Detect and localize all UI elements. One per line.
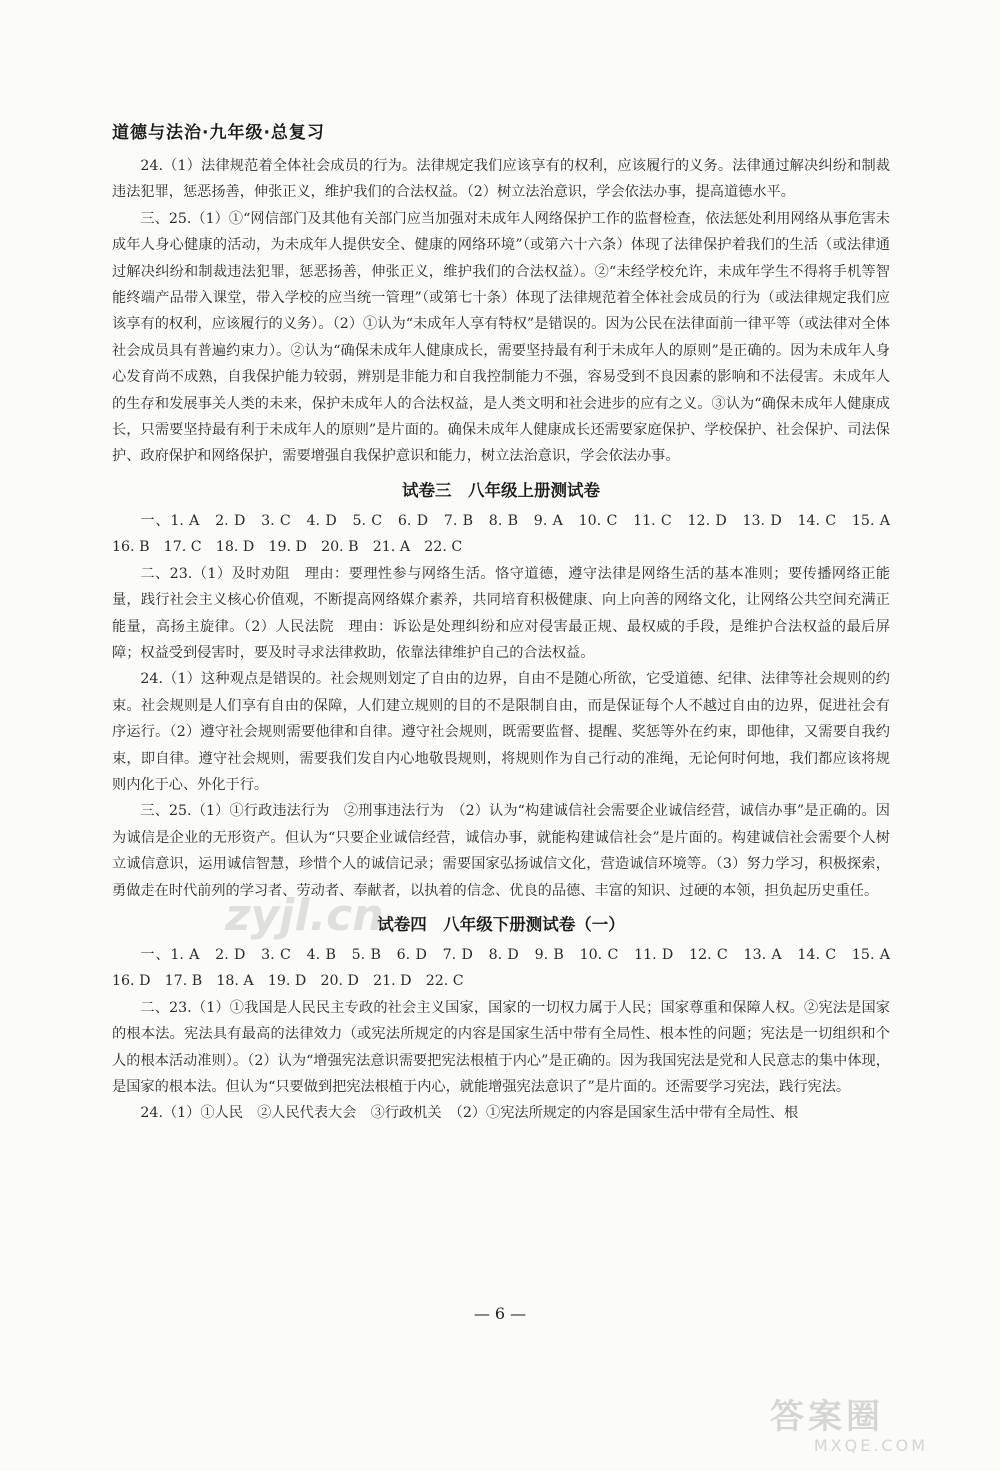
watermark-logo bbox=[770, 1398, 940, 1460]
section-title: 试卷三 八年级上册测试卷 bbox=[402, 480, 600, 500]
answer-paragraph: 三、25.（1）①“网信部门及其他有关部门应当加强对未成年人网络保护工作的监督检查，依法惩处利用网络从事危害未成年人身心健康的活动，为未成年人提供安全、健康的网络环境”（或第六十六条）体现了法律保护着我们的生活（或法律通过解决纠纷和制裁违法犯罪，惩恶扬善，伸张正义，维护我们的合法权益）。②“未经学校允许，未成年学生不得将手机等智能终端产品带入课堂，带入学校的应当统一管理”（或第七十条）体现了法律规范着全体社会成员的行为（或法律规定我们应该享有的权利，应该履行的义务）。（2）①认为“未成年人享有特权”是错误的。因为公民在法律面前一律平等（或法律对全体社会成员具有普遍约束力）。②认为“确保未成年人健康成长，需要坚持最有利于未成年人的原则”是正确的。因为未成年人身心发育尚不成熟，自我保护能力较弱，辨别是非能力和自我控制能力不强，容易受到不良因素的影响和不法侵害。未成年人的生存和发展事关人类的未来，保护未成年人的合法权益，是人类文明和社会进步的应有之义。③认为“确保未成年人健康成长，只需要坚持最有利于未成年人的原则”是片面的。确保未成年人健康成长还需要家庭保护、学校保护、社会保护、司法保护、政府保护和网络保护，需要增强自我保护意识和能力，树立法治意识，学会依法办事。 bbox=[112, 210, 890, 465]
answer-paragraph: 一、1. A 2. D 3. C 4. B 5. B 6. D 7. D 8. D 9. B 10. C 11. D 12. C 13. A 14. C 15. A 16. D 17. B 18. A 19. D 20. D 21. D 22. C bbox=[112, 946, 905, 990]
watermark-text-bottom: MXQE.COM bbox=[813, 1436, 928, 1455]
watermark-stamp: zyjl.cn bbox=[225, 890, 384, 941]
answer-paragraph: 24.（1）法律规范着全体社会成员的行为。法律规定我们应该享有的权利，应该履行的义务。法律通过解决纠纷和制裁违法犯罪，惩恶扬善，伸张正义，维护我们的合法权益。（2）树立法治意识，学会依法办事，提高道德水平。 bbox=[112, 158, 890, 201]
content-blocks bbox=[112, 153, 905, 1127]
page-header: 道德与法治·九年级·总复习 bbox=[112, 123, 325, 143]
answer-paragraph: 二、23.（1）①我国是人民民主专政的社会主义国家，国家的一切权力属于人民；国家尊重和保障人权。②宪法是国家的根本法。宪法具有最高的法律效力（或宪法所规定的内容是国家生活中带有全局性、根本性的问题；宪法是一切组织和个人的根本活动准则）。（2）认为“增强宪法意识需要把宪法根植于内心”是正确的。因为我国宪法是党和人民意志的集中体现，是国家的根本法。但认为“只要做到把宪法根植于内心，就能增强宪法意识了”是片面的。还需要学习宪法，践行宪法。 bbox=[112, 999, 890, 1095]
page-footer: — 6 — bbox=[473, 1304, 527, 1323]
answer-paragraph: 24.（1）①人民 ②人民代表大会 ③行政机关 （2）①宪法所规定的内容是国家生活中带有全局性、根 bbox=[140, 1105, 799, 1122]
answer-paragraph: 二、23.（1）及时劝阻 理由：要理性参与网络生活。恪守道德，遵守法律是网络生活的基本准则；要传播网络正能量，践行社会主义核心价值观，不断提高网络媒介素养，共同培育积极健康、向上向善的网络文化，让网络公共空间充满正能量，高扬主旋律。（2）人民法院 理由：诉讼是处理纠纷和应对侵害最正规、最权威的手段，是维护合法权益的最后屏障；权益受到侵害时，要及时寻求法律救助，依靠法律维护自己的合法权益。 bbox=[112, 565, 890, 661]
answer-paragraph: 24.（1）这种观点是错误的。社会规则划定了自由的边界，自由不是随心所欲，它受道德、纪律、法律等社会规则的约束。社会规则是人们享有自由的保障，人们建立规则的目的不是限制自由，而是保证每个人不越过自由的边界，促进社会有序运行。（2）遵守社会规则需要他律和自律。遵守社会规则，既需要监督、提醒、奖惩等外在约束，即他律，又需要自我约束，即自律。遵守社会规则，需要我们发自内心地敬畏规则，将规则作为自己行动的准绳，无论何时何地，我们都应该将规则内化于心、外化于行。 bbox=[112, 671, 890, 793]
answer-paragraph: 三、25.（1）①行政违法行为 ②刑事违法行为 （2）认为“构建诚信社会需要企业诚信经营，诚信办事”是正确的。因为诚信是企业的无形资产。但认为“只要企业诚信经营，诚信办事，就能构建诚信社会”是片面的。构建诚信社会需要个人树立诚信意识，运用诚信智慧，珍惜个人的诚信记录；需要国家弘扬诚信文化，营造诚信环境等。（3）努力学习，积极探索，勇做走在时代前列的学习者、劳动者、奉献者，以执着的信念、优良的品德、丰富的知识、过硬的本领，担负起历史重任。 bbox=[112, 803, 890, 899]
watermark-text-top: 答案圈 bbox=[770, 1397, 884, 1437]
page-content bbox=[112, 118, 905, 1127]
page-number: 6 bbox=[494, 1304, 506, 1323]
section-title: 试卷四 八年级下册测试卷（一） bbox=[377, 914, 625, 934]
answer-paragraph: 一、1. A 2. D 3. C 4. D 5. C 6. D 7. B 8. B 9. A 10. C 11. C 12. D 13. D 14. C 15. A 16. B 17. C 18. D 19. D 20. B 21. A 22. C bbox=[112, 512, 905, 556]
